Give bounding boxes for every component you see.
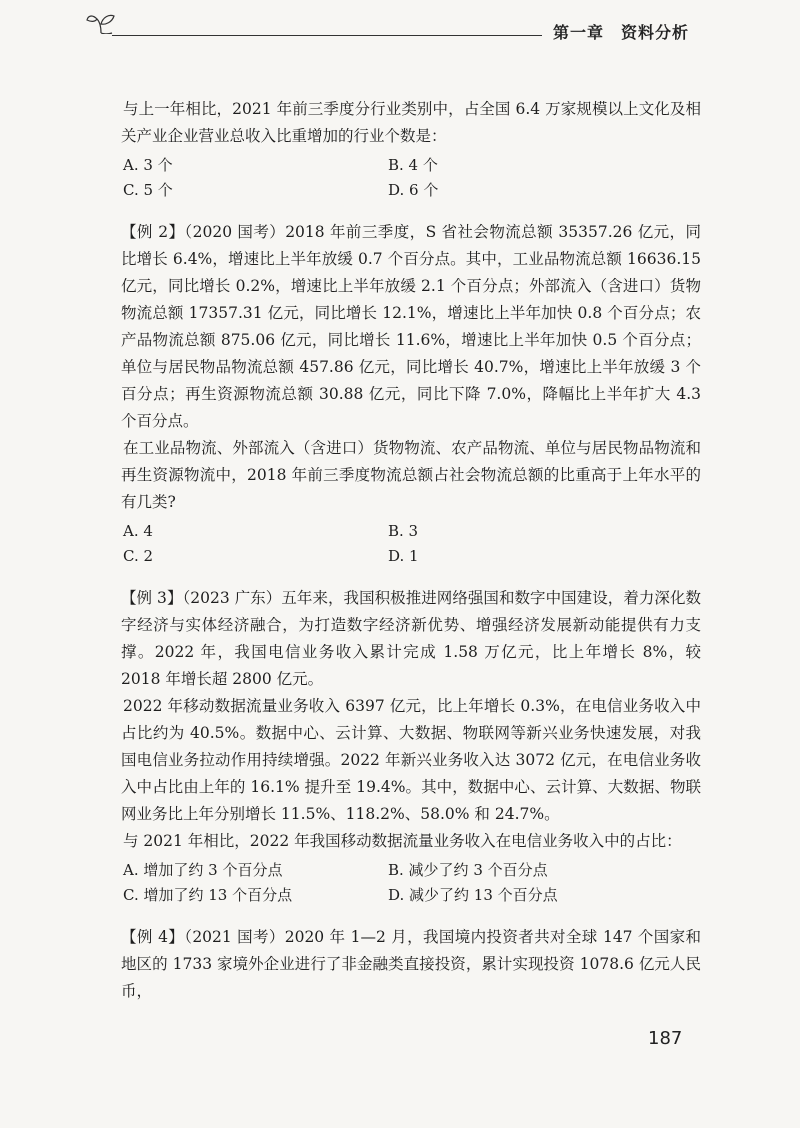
example-2-passage: 【例 2】（2020 国考）2018 年前三季度，S 省社会物流总额 35357.26 亿元，同比增长 6.4%，增速比上半年放缓 0.7 个百分点。其中，工业品物流总额 16636.15 亿元，同比增长 0.2%，增速比上半年放缓 2.1 个百分点；外部流入（含进口）货物物流总额 17357.31 亿元，同比增长 12.1%，增速比上半年加快 0.8 个百分点；农产品物流总额 875.06 亿元，同比增长 11.6%，增速比上半年加快 0.5 个百分点；单位与居民物品物流总额 457.86 亿元，同比增长 40.7%，增速比上半年放缓 3 个百分点；再生资源物流总额 30.88 亿元，同比下降 7.0%，降幅比上半年扩大 4.3 个百分点。 bbox=[121, 223, 701, 430]
example-3-passage: 【例 3】（2023 广东）五年来，我国积极推进网络强国和数字中国建设，着力深化数字经济与实体经济融合，为打造数字经济新优势、增强经济发展新动能提供有力支撑。2022 年，我国电信业务收入累计完成 1.58 万亿元，比上年增长 8%，较 2018 年增长超 2800 亿元。 bbox=[121, 589, 701, 688]
header-rule bbox=[112, 35, 542, 36]
q1-option-c: C. 5 个 bbox=[123, 181, 173, 199]
q1-options bbox=[121, 153, 701, 203]
page-number: 187 bbox=[648, 1028, 683, 1049]
example-2-option-d: D. 1 bbox=[388, 547, 419, 565]
example-3-option-d: D. 减少了约 13 个百分点 bbox=[388, 886, 558, 904]
q1-option-d: D. 6 个 bbox=[388, 181, 439, 199]
example-4-passage: 【例 4】（2021 国考）2020 年 1—2 月，我国境内投资者共对全球 147 个国家和地区的 1733 家境外企业进行了非金融类直接投资，累计实现投资 1078.6 亿元人民币， bbox=[121, 928, 701, 1000]
page-content bbox=[121, 96, 701, 1005]
example-3-question: 与 2021 年相比，2022 年我国移动数据流量业务收入在电信业务收入中的占比： bbox=[123, 832, 682, 850]
example-2-option-a: A. 4 bbox=[123, 522, 153, 540]
example-2-options bbox=[121, 519, 701, 569]
example-3-passage-2: 2022 年移动数据流量业务收入 6397 亿元，比上年增长 0.3%，在电信业务收入中占比约为 40.5%。数据中心、云计算、大数据、物联网等新兴业务快速发展，对我国电信业务拉动作用持续增强。2022 年新兴业务收入达 3072 亿元，在电信业务收入中占比由上年的 16.1% 提升至 19.4%。其中，数据中心、云计算、大数据、物联网业务比上年分别增长 11.5%、118.2%、58.0% 和 24.7%。 bbox=[121, 697, 701, 823]
example-2-question: 在工业品物流、外部流入（含进口）货物物流、农产品物流、单位与居民物品物流和再生资源物流中，2018 年前三季度物流总额占社会物流总额的比重高于上年水平的有几类? bbox=[121, 439, 701, 511]
example-3-options bbox=[121, 858, 701, 908]
chapter-title: 第一章 资料分析 bbox=[553, 23, 690, 42]
example-2-option-b: B. 3 bbox=[388, 522, 419, 540]
q1-option-a: A. 3 个 bbox=[123, 156, 173, 174]
example-3-option-a: A. 增加了约 3 个百分点 bbox=[123, 861, 283, 879]
example-3-option-c: C. 增加了约 13 个百分点 bbox=[123, 886, 293, 904]
leaf-sprout-icon bbox=[86, 12, 116, 34]
example-3-option-b: B. 减少了约 3 个百分点 bbox=[388, 861, 548, 879]
example-2-option-c: C. 2 bbox=[123, 547, 154, 565]
q1-question: 与上一年相比，2021 年前三季度分行业类别中，占全国 6.4 万家规模以上文化及相关产业企业营业总收入比重增加的行业个数是： bbox=[121, 100, 701, 145]
page-header bbox=[0, 0, 800, 60]
q1-option-b: B. 4 个 bbox=[388, 156, 438, 174]
